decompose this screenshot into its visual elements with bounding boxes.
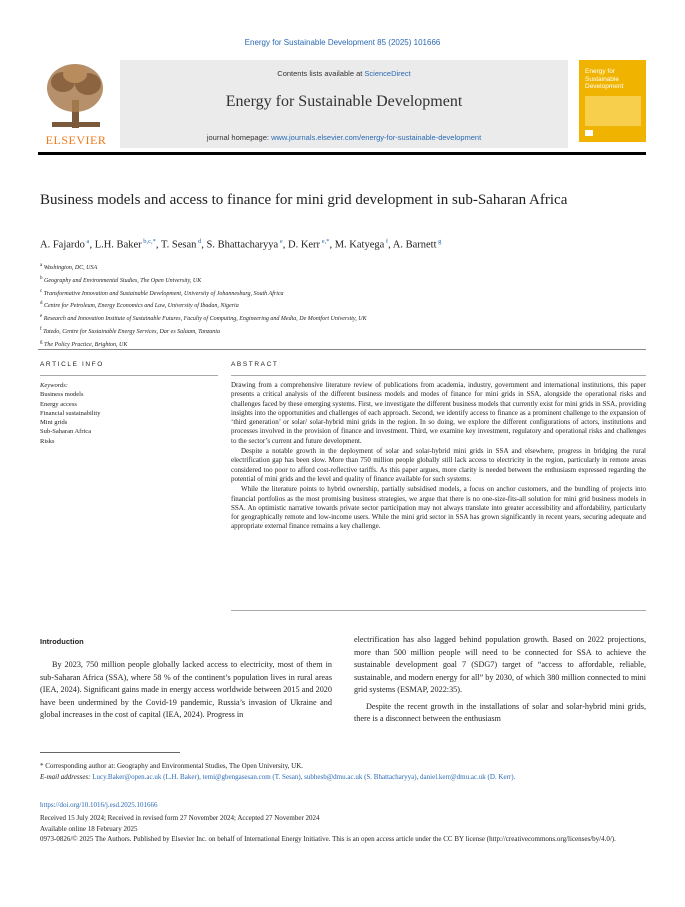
contents-prefix: Contents lists available at bbox=[277, 69, 363, 78]
affiliation-marker: e bbox=[40, 314, 43, 320]
intro-right-column bbox=[354, 634, 646, 726]
keyword-item: Mini grids bbox=[40, 419, 68, 427]
header-rule bbox=[38, 152, 646, 155]
abstract-bottom-rule bbox=[231, 610, 646, 611]
affiliation-marker: b bbox=[40, 275, 43, 281]
received-dates: Received 15 July 2024; Received in revised form 27 November 2024; Accepted 27 November 2024 bbox=[40, 814, 320, 822]
keyword-item: Business models bbox=[40, 391, 84, 399]
affiliation-text: Tatedo, Centre for Sustainable Energy Services, Dar es Salaam, Tanzania bbox=[41, 328, 220, 335]
cover-title: Energy for Sustainable Development bbox=[585, 68, 624, 90]
article-info-heading: ARTICLE INFO bbox=[40, 361, 104, 368]
affiliation-text: Transformative Innovation and Sustainable Development, University of Johannesburg, South Africa bbox=[42, 290, 284, 297]
journal-reference[interactable]: Energy for Sustainable Development 85 (2025) 101666 bbox=[244, 38, 441, 47]
contents-line bbox=[120, 69, 568, 78]
journal-cover-thumbnail[interactable] bbox=[579, 60, 646, 142]
corresponding-author-note: * Corresponding author at: Geography and Environmental Studies, The Open University, UK. bbox=[40, 762, 304, 770]
author-name[interactable]: M. Katyega bbox=[334, 239, 385, 251]
abstract-rule bbox=[231, 375, 646, 376]
affiliation-text: The Policy Practice, Brighton, UK bbox=[42, 341, 128, 348]
keyword-item: Sub-Saharan Africa bbox=[40, 428, 92, 436]
abstract-heading: ABSTRACT bbox=[231, 361, 279, 368]
affiliation-marker: c bbox=[40, 288, 43, 294]
affiliation-item bbox=[40, 299, 640, 312]
abstract-body bbox=[231, 381, 646, 533]
sciencedirect-link[interactable]: ScienceDirect bbox=[364, 69, 411, 78]
intro-paragraph: electrification has also lagged behind population growth. Based on 2022 projections, more than 500 million people will need to be connected for SSA to achieve the sustainable development goal 7 (SDG7) target of “access to affordable, reliable, sustainable, and modern energy for all” by 2030, of which 380 million connected to mini grid systems (ESMAP, 2022:35). bbox=[354, 635, 646, 694]
email-label: E-mail addresses: bbox=[40, 772, 91, 781]
homepage-line bbox=[120, 133, 568, 142]
email-line bbox=[40, 772, 646, 783]
author-name[interactable]: A. Fajardo bbox=[40, 239, 85, 251]
author-name[interactable]: L.H. Baker bbox=[94, 239, 142, 251]
author-affiliation-marker[interactable]: d bbox=[196, 238, 202, 245]
affiliation-text: Geography and Environmental Studies, The Open University, UK bbox=[42, 277, 202, 284]
affiliation-list bbox=[40, 261, 640, 351]
affiliation-marker: a bbox=[40, 263, 43, 268]
footnotes bbox=[40, 761, 646, 782]
available-online: Available online 18 February 2025 bbox=[40, 824, 138, 833]
affiliation-marker: f bbox=[40, 326, 42, 332]
journal-info-box bbox=[120, 60, 568, 148]
introduction-heading: Introduction bbox=[40, 637, 84, 646]
author-list: A. Fajardo $^a$, L.H. Baker $^{b,c,*}$, T. Sesan $^d$, S. Bhattacharyya $^e$, D. Kerr $^{e,*}$, M. Katyega $^f$, A. Barnett $^g$ bbox=[40, 238, 442, 251]
doi-link[interactable]: https://doi.org/10.1016/j.esd.2025.101666 bbox=[40, 801, 158, 809]
affiliation-text: Washington, DC, USA bbox=[42, 265, 98, 271]
author-affiliation-marker[interactable]: f bbox=[384, 238, 389, 245]
article-title: Business models and access to finance for mini grid development in sub-Saharan Africa bbox=[40, 192, 568, 208]
author-name[interactable]: A. Barnett bbox=[392, 239, 437, 251]
author-name[interactable]: D. Kerr bbox=[287, 239, 321, 251]
keywords-label: Keywords: bbox=[40, 382, 68, 389]
author-affiliation-marker[interactable]: g bbox=[436, 238, 442, 245]
affiliation-marker: g bbox=[40, 339, 43, 345]
author-name[interactable]: S. Bhattacharyya bbox=[206, 239, 279, 251]
journal-masthead bbox=[38, 60, 646, 150]
homepage-link[interactable]: www.journals.elsevier.com/energy-for-sustainable-development bbox=[271, 133, 482, 142]
affiliation-item bbox=[40, 287, 640, 300]
keyword-item: Financial sustainability bbox=[40, 409, 101, 417]
affiliation-text: Centre for Petroleum, Energy Economics and Law, University of Ibadan, Nigeria bbox=[42, 303, 239, 310]
keyword-list bbox=[40, 390, 218, 446]
author-name[interactable]: T. Sesan bbox=[160, 239, 197, 251]
intro-paragraph: Despite the recent growth in the installations of solar and solar-hybrid mini grids, there is a disconnect between the enthusiasm bbox=[354, 701, 646, 723]
footnote-rule bbox=[40, 752, 180, 753]
article-info-rule bbox=[40, 375, 218, 376]
svg-text:ELSEVIER: ELSEVIER bbox=[45, 133, 107, 147]
journal-title: Energy for Sustainable Development bbox=[225, 93, 463, 110]
affiliation-item bbox=[40, 274, 640, 287]
author-affiliation-marker[interactable]: a bbox=[84, 238, 90, 245]
abstract-paragraph: While the literature points to hybrid ownership, partially subsidised models, a focus on anchor customers, and the bundling of projects into financial portfolios as the most promising business strategies, we argue that there is no one-size-fits-all solution for mini grid business models in SSA. An optimistic narrative towards private sector participation may not always translate into greater accessibility and affordability, particularly for geographically remote and low-income users. While the mini grid sector in SSA has grown significantly in recent years, securing adequate and appropriate external finance remains a key challenge. bbox=[231, 485, 646, 531]
abstract-paragraph: Despite a notable growth in the deployment of solar and solar-hybrid mini grids in SSA and elsewhere, progress in bridging the rural electrification gap has been slow. More than 750 million people globally still lack access to electricity in the region, particularly in remote areas considered too poor to afford cost-reflective tariffs. As this paper argues, more clarity is needed between the enthusiasm expressed regarding the potential of mini grids and the level and quality of finance available for such systems. bbox=[231, 447, 646, 483]
abstract-paragraph: Drawing from a comprehensive literature review of publications from academia, industry, government and international institutions, this paper presents a critical analysis of the different business models and modes of finance for mini grids in SSA, alongside the operational risks and challenges faced by these emerging systems. First, we investigate the different business models that currently exist for mini grids in SSA, providing insights into the opportunities and challenges of each approach. Second, we identify access to finance as a prominent challenge to the expansion of ‘third generation’ or solar/ solar-hybrid mini grids in the region. In so doing, we explore the different configurations of actors, institutions and processes involved in the provision of finance and investment. Third, we examine key investment, regulatory and operational risks and challenges to the sector’s current and future development. bbox=[231, 381, 646, 445]
author-affiliation-marker[interactable]: e bbox=[278, 238, 283, 245]
article-history bbox=[40, 813, 646, 845]
section-rule bbox=[38, 349, 646, 350]
affiliation-marker: d bbox=[40, 301, 43, 307]
email-addresses[interactable]: Lucy.Baker@open.ac.uk (L.H. Baker), temi@gbengasesan.com (T. Sesan), subhesb@dmu.ac.uk (S. Bhattacharyya), daniel.kerr@dmu.ac.uk (D. Kerr). bbox=[92, 772, 516, 781]
author-affiliation-marker[interactable]: e,* bbox=[320, 238, 330, 245]
affiliation-item bbox=[40, 325, 640, 338]
affiliation-item bbox=[40, 261, 640, 274]
keywords-panel bbox=[40, 381, 218, 446]
homepage-prefix: journal homepage: bbox=[206, 133, 269, 142]
keyword-item: Risks bbox=[40, 437, 55, 445]
intro-left-column: By 2023, 750 million people globally lacked access to electricity, most of them in sub-Saharan Africa (SSA), where 58 % of the continent’s population lives in rural areas (IEA, 2024). Significant gains made in energy access worldwide between 2015 and 2020 have been undermined by the Covid-19 pandemic, Russia’s invasion of Ukraine and global increases in the cost of capital (IEA, 2024). Progress in bbox=[40, 660, 332, 719]
license-text: 0973-0826/© 2025 The Authors. Published by Elsevier Inc. on behalf of International Energy Initiative. This is an open access article under the CC BY license (http://creativecommons.org/licenses/by/4.0/). bbox=[40, 835, 616, 843]
keyword-item: Energy access bbox=[40, 400, 77, 408]
affiliation-text: Research and Innovation Institute of Sustainable Futures, Faculty of Computing, Engineering and Media, De Montfort University, UK bbox=[42, 316, 367, 323]
elsevier-logo[interactable] bbox=[38, 60, 114, 148]
author-affiliation-marker[interactable]: b,c,* bbox=[141, 238, 156, 245]
affiliation-item bbox=[40, 312, 640, 325]
